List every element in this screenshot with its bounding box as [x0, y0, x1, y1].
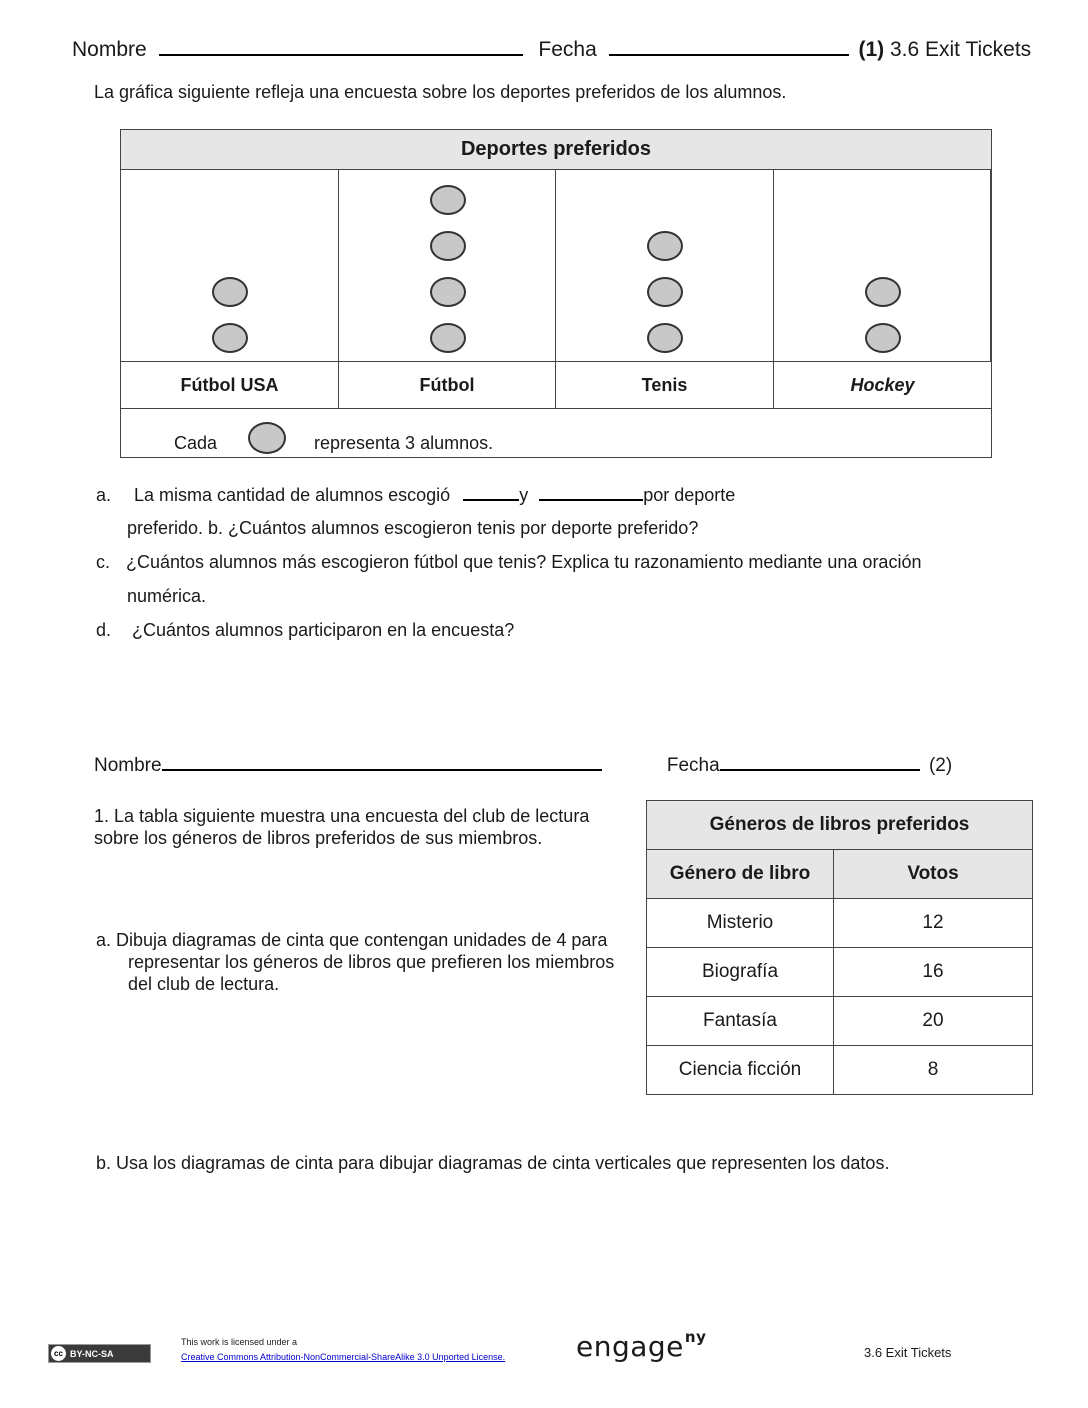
pictograph-circle-icon [430, 323, 466, 353]
chart-column-tenis [556, 170, 774, 361]
table-row [647, 948, 1033, 997]
worksheet-title: 3.6 Exit Tickets [889, 38, 1032, 61]
votes-cell: 16 [834, 948, 1033, 997]
creative-commons-badge-icon [48, 1344, 151, 1363]
date-label: Fecha [538, 38, 597, 61]
question-a-text: La misma cantidad de alumnos escogió [134, 485, 451, 505]
pictograph-circle-icon [212, 323, 248, 353]
question-a-text-2: por deporte [643, 485, 736, 505]
license-text: This work is licensed under a [181, 1337, 298, 1347]
genre-cell: Fantasía [647, 997, 834, 1046]
answer-blank-1[interactable] [463, 498, 519, 501]
worksheet-header-2 [94, 755, 952, 777]
question-c [96, 553, 921, 571]
worksheet-header-1 [72, 38, 1031, 62]
category-labels-row [121, 361, 991, 409]
license-link[interactable]: Creative Commons Attribution-NonCommercial-ShareAlike 3.0 Unported License. [181, 1352, 506, 1362]
pictograph-circle-icon [647, 277, 683, 307]
cc-symbol: cc [51, 1346, 66, 1361]
table-row [647, 997, 1033, 1046]
problem-1-text: 1. La tabla siguiente muestra una encuesta del club de lectura sobre los géneros de libros preferidos de sus miembros. [94, 806, 590, 848]
chart-key-row [121, 409, 991, 457]
genre-cell: Biografía [647, 948, 834, 997]
pictograph-circle-icon [647, 323, 683, 353]
pictograph-circle-icon [430, 277, 466, 307]
problem-1a [96, 929, 616, 995]
column-header-genre: Género de libro [647, 850, 834, 899]
logo-text: engage [576, 1330, 684, 1363]
key-circle-icon [248, 422, 286, 454]
votes-cell: 12 [834, 899, 1033, 948]
pictograph-circle-icon [865, 323, 901, 353]
key-description: representa 3 alumnos. [314, 433, 494, 453]
pictograph-circle-icon [430, 231, 466, 261]
column-header-votes: Votos [834, 850, 1033, 899]
question-marker: c. [96, 552, 111, 572]
pictograph-circle-icon [212, 277, 248, 307]
date-label: Fecha [666, 755, 720, 776]
pictograph-circle-icon [430, 185, 466, 215]
answer-blank-2[interactable] [539, 498, 643, 501]
name-blank-line[interactable] [162, 768, 602, 771]
votes-cell: 8 [834, 1046, 1033, 1095]
question-d [96, 621, 514, 639]
footer-title: 3.6 Exit Tickets [864, 1345, 952, 1360]
chart-column-hockey [774, 170, 991, 361]
page-number: (2) [928, 755, 953, 776]
table-title-row [647, 801, 1033, 850]
date-blank-line[interactable] [720, 768, 920, 771]
logo-superscript: ny [684, 1328, 707, 1346]
chart-column-futbol [339, 170, 556, 361]
question-c-text: ¿Cuántos alumnos más escogieron fútbol que tenis? Explica tu razonamiento mediante una oración [126, 552, 922, 572]
book-genres-table [646, 800, 1033, 1095]
pictograph-circle-icon [865, 277, 901, 307]
chart-title: Deportes preferidos [121, 130, 991, 170]
question-a-y: y [519, 485, 529, 505]
page-number: (1) [858, 38, 885, 61]
cc-badge-text: BY-NC-SA [70, 1348, 114, 1359]
name-label: Nombre [72, 38, 147, 61]
intro-text: La gráfica siguiente refleja una encuesta sobre los deportes preferidos de los alumnos. [94, 82, 787, 102]
question-marker: d. [96, 620, 112, 640]
genre-cell: Ciencia ficción [647, 1046, 834, 1095]
question-a [96, 486, 735, 504]
pictograph-chart [120, 129, 992, 458]
problem-1a-text: a. Dibuja diagramas de cinta que contengan unidades de 4 para representar los géneros de libros que prefieren los miembros del club de lectura. [96, 930, 615, 994]
category-label: Tenis [556, 362, 774, 408]
name-blank-line[interactable] [159, 53, 523, 56]
question-d-text: ¿Cuántos alumnos participaron en la encuesta? [132, 620, 515, 640]
question-marker: a. [96, 485, 112, 505]
question-c-continued: numérica. [127, 586, 207, 606]
category-label: Hockey [850, 374, 915, 395]
table-row [647, 1046, 1033, 1095]
votes-cell: 20 [834, 997, 1033, 1046]
pictograph-circle-icon [647, 231, 683, 261]
category-label: Fútbol [339, 362, 556, 408]
genre-cell: Misterio [647, 899, 834, 948]
question-a-b-continued: preferido. b. ¿Cuántos alumnos escogieron tenis por deporte preferido? [127, 518, 699, 538]
problem-1b-text: b. Usa los diagramas de cinta para dibujar diagramas de cinta verticales que representen los datos. [96, 1153, 890, 1173]
category-label: Fútbol USA [121, 362, 339, 408]
table-header-row [647, 850, 1033, 899]
table-title: Géneros de libros preferidos [647, 801, 1033, 850]
table-row [647, 899, 1033, 948]
engageny-logo [576, 1328, 706, 1363]
date-blank-line[interactable] [609, 53, 849, 56]
chart-column-futbol-usa [121, 170, 339, 361]
name-label: Nombre [94, 755, 162, 776]
key-label: Cada [174, 433, 218, 453]
